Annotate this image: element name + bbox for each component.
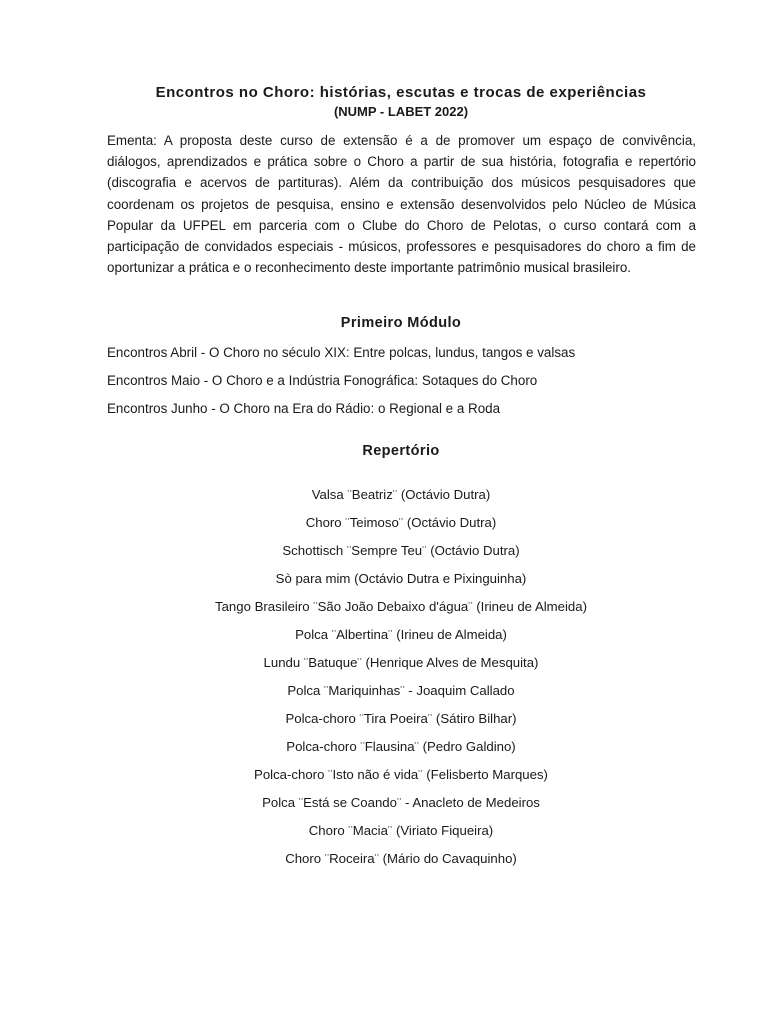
repertorio-item: Polca ¨Albertina¨ (Irineu de Almeida) (295, 627, 507, 642)
repertorio-item: Polca-choro ¨Tira Poeira¨ (Sátiro Bilhar) (285, 711, 517, 726)
repertorio-item: Polca ¨Mariquinhas¨ - Joaquim Callado (287, 683, 515, 698)
repertorio-item: Tango Brasileiro ¨São João Debaixo d'água¨ (Irineu de Almeida) (215, 599, 587, 614)
modulo-item: Encontros Maio - O Choro e a Indústria Fonográfica: Sotaques do Choro (107, 373, 538, 388)
document-title: Encontros no Choro: histórias, escutas e trocas de experiências (155, 84, 647, 101)
repertorio-item: Choro ¨Macia¨ (Viriato Fiqueira) (308, 823, 494, 838)
repertorio-item: Choro ¨Teimoso¨ (Octávio Dutra) (305, 515, 497, 530)
modulo-heading: Primeiro Módulo (340, 315, 462, 331)
modulo-item: Encontros Abril - O Choro no século XIX: Entre polcas, lundus, tangos e valsas (107, 345, 576, 360)
repertorio-item: Lundu ¨Batuque¨ (Henrique Alves de Mesquita) (263, 655, 539, 670)
repertorio-item: Sò para mim (Octávio Dutra e Pixinguinha) (275, 571, 527, 586)
repertorio-item: Valsa ¨Beatriz¨ (Octávio Dutra) (311, 487, 491, 502)
ementa-paragraph: Ementa: A proposta deste curso de extensão é a de promover um espaço de convivência, diálogos, aprendizados e prática sobre o Choro a partir de sua história, fotografia e repertório (discografia e acervos de partituras). Além da contribuição dos músicos pesquisadores que coordenam os projetos de pesquisa, ensino e extensão desenvolvidos pelo Núcleo de Música Popular da UFPEL em parceria com o Clube do Choro de Pelotas, o curso contará com a participação de convidados especiais - músicos, professores e pesquisadores do choro a fim de oportunizar a prática e o reconhecimento deste importante patrimônio musical brasileiro. (107, 133, 696, 276)
repertorio-item: Polca ¨Está se Coando¨ - Anacleto de Medeiros (262, 795, 540, 810)
repertorio-item: Polca-choro ¨Flausina¨ (Pedro Galdino) (286, 739, 516, 754)
repertorio-heading: Repertório (362, 443, 440, 459)
repertorio-item: Choro ¨Roceira¨ (Mário do Cavaquinho) (285, 851, 517, 866)
document-subtitle: (NUMP - LABET 2022) (333, 104, 469, 119)
modulo-item: Encontros Junho - O Choro na Era do Rádio: o Regional e a Roda (107, 401, 501, 416)
repertorio-item: Schottisch ¨Sempre Teu¨ (Octávio Dutra) (282, 543, 520, 558)
repertorio-item: Polca-choro ¨Isto não é vida¨ (Felisberto Marques) (254, 767, 548, 782)
